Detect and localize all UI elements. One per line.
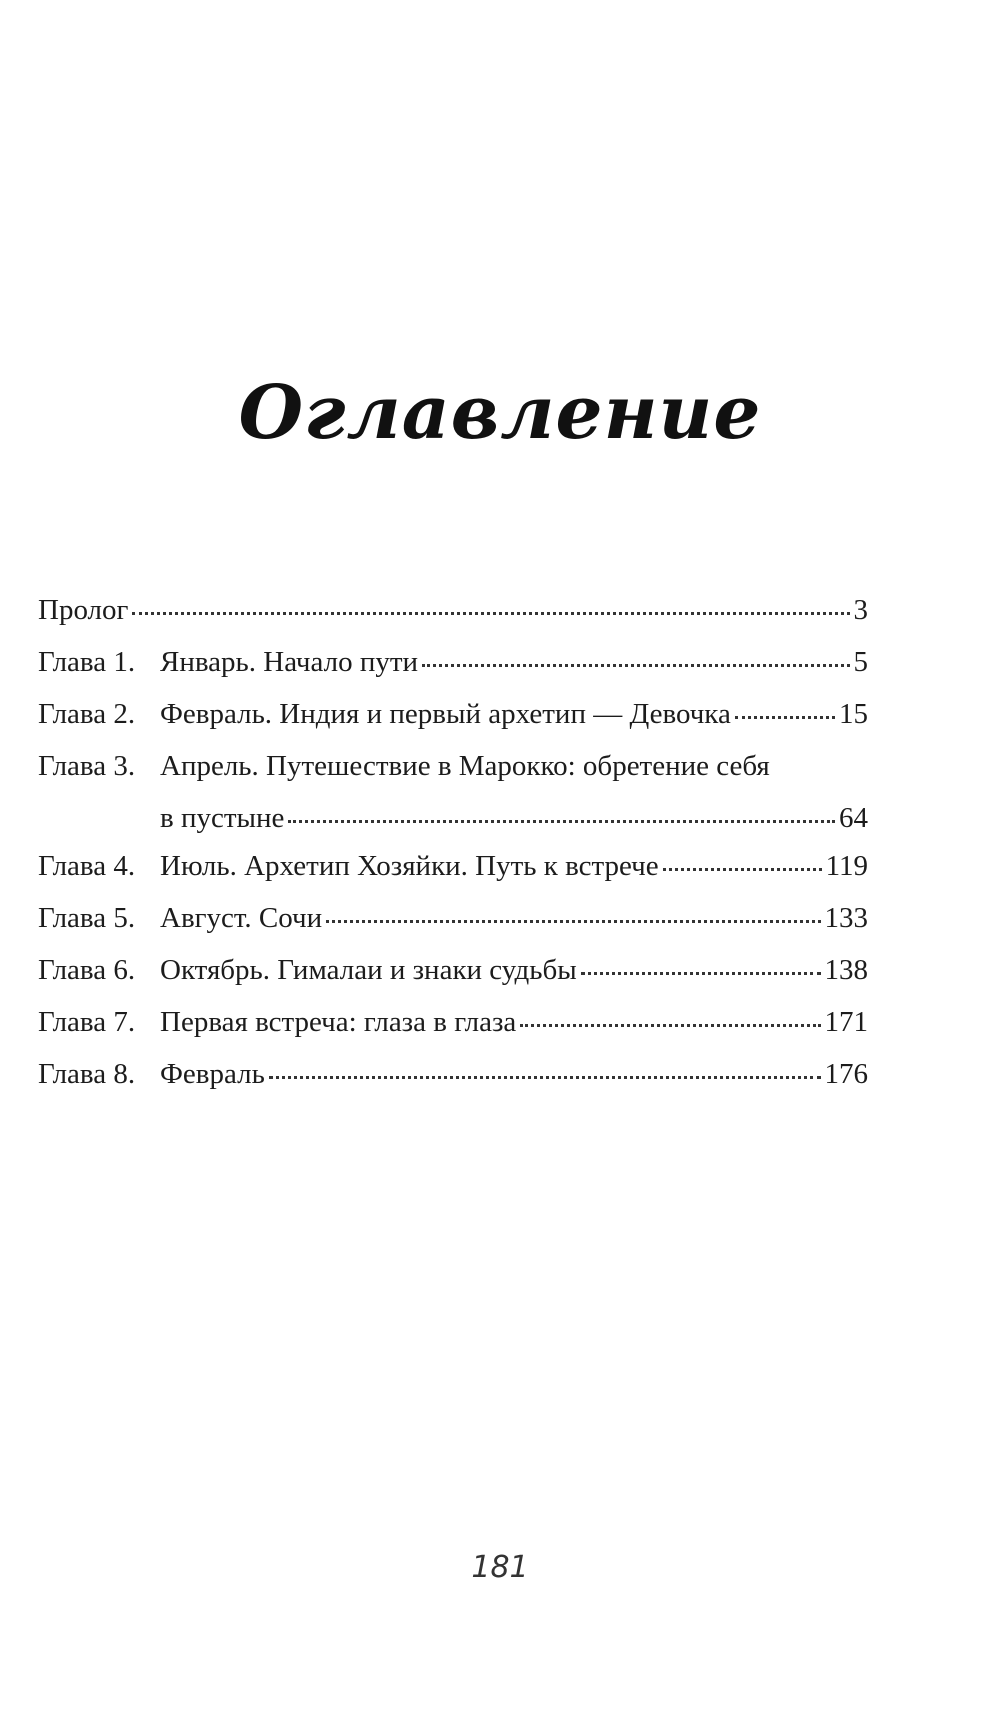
toc-entry-page: 138 [824, 954, 868, 986]
toc-leader-dots [422, 634, 849, 667]
toc-entry-page: 133 [824, 902, 868, 934]
toc-leader-dots [581, 942, 821, 975]
toc-entry-number: Глава 1. [38, 646, 136, 678]
toc-entry-number: Глава 6. [38, 954, 136, 986]
toc-row-chapter-1 [38, 636, 868, 688]
toc-leader-dots [663, 838, 822, 871]
toc-row-chapter-2 [38, 688, 868, 740]
toc-entry-title: Январь. Начало пути [160, 646, 419, 678]
toc-leader-dots [132, 582, 849, 615]
toc-entry-page: 119 [825, 850, 868, 882]
toc-entry-title: Июль. Архетип Хозяйки. Путь к встрече [160, 850, 659, 882]
toc-entry-title: Пролог [38, 594, 129, 626]
toc-entry-page: 3 [853, 594, 868, 626]
toc-leader-dots [735, 686, 835, 719]
toc-entry-number: Глава 3. [38, 750, 136, 782]
toc-entry-number: Глава 4. [38, 850, 136, 882]
page-title: Оглавление [238, 370, 762, 456]
toc-entry-page: 176 [824, 1058, 868, 1090]
toc-entry-page: 5 [853, 646, 868, 678]
toc-leader-dots [288, 790, 835, 823]
toc-entry-title-continued: в пустыне [160, 802, 285, 834]
toc-leader-dots [520, 994, 820, 1027]
toc-entry-title: Февраль [160, 1058, 265, 1090]
toc-entry-number: Глава 8. [38, 1058, 136, 1090]
toc-row-chapter-8 [38, 1048, 868, 1100]
toc-entry-page: 64 [839, 802, 868, 834]
toc-row-chapter-7 [38, 996, 868, 1048]
toc-row-chapter-3 [38, 740, 868, 840]
toc-entry-title: Август. Сочи [160, 902, 323, 934]
toc-row-chapter-5 [38, 892, 868, 944]
toc-entry-title: Февраль. Индия и первый архетип — Девочка [160, 698, 731, 730]
toc-entry-number: Глава 2. [38, 698, 136, 730]
toc-row-chapter-6 [38, 944, 868, 996]
toc-leader-dots [326, 890, 820, 923]
toc-entry-page: 171 [824, 1006, 868, 1038]
toc-entry-number: Глава 7. [38, 1006, 136, 1038]
toc-entry-title: Октябрь. Гималаи и знаки судьбы [160, 954, 577, 986]
toc-entry-title: Первая встреча: глаза в глаза [160, 1006, 517, 1038]
toc-row-prologue [38, 584, 868, 636]
toc-row-chapter-4 [38, 840, 868, 892]
toc-leader-dots [269, 1046, 821, 1079]
table-of-contents [38, 584, 868, 1100]
toc-entry-page: 15 [839, 698, 868, 730]
toc-entry-number: Глава 5. [38, 902, 136, 934]
page-number: 181 [471, 1550, 529, 1585]
toc-entry-title: Апрель. Путешествие в Марокко: обретение себя [160, 750, 770, 782]
